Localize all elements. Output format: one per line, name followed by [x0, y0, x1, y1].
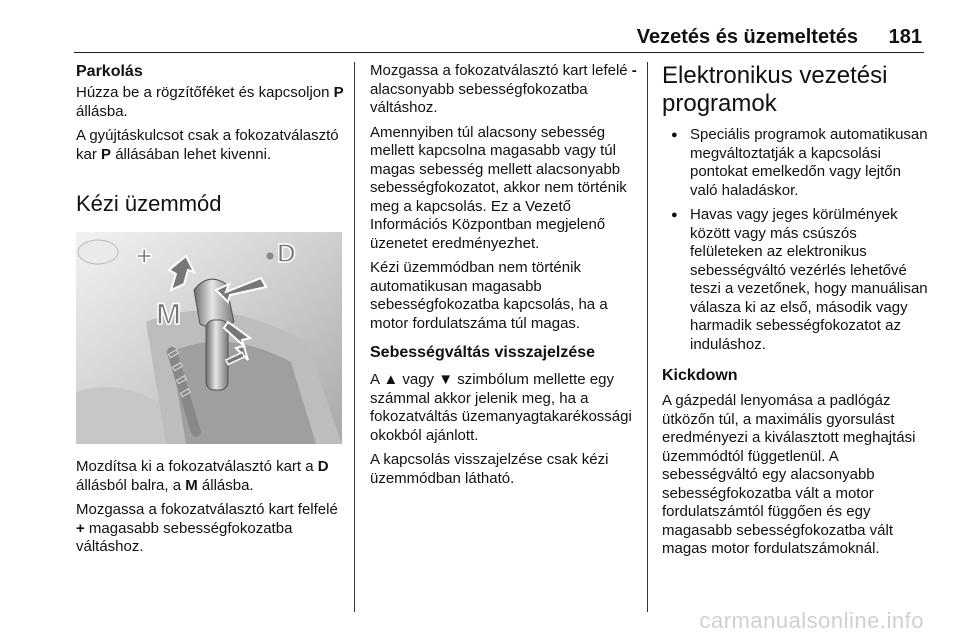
manual-paragraph-2: Mozgassa a fokozatválasztó kart felfelé + magasabb sebességfokozatba váltáshoz.: [76, 501, 338, 555]
key-label: +: [76, 519, 85, 537]
programs-list: [662, 126, 930, 354]
shift-indicator-heading: Sebességváltás visszajelzése: [370, 344, 596, 361]
column-middle: [370, 62, 638, 494]
no-auto-upshift-paragraph: Kézi üzemmódban nem történik automatikusan magasabb sebességfokozatba kapcsolás, ha a motor fordulatszáma túl magas.: [370, 259, 608, 332]
column-right: [662, 62, 930, 565]
list-item: ● Havas vagy jeges körülmények között vagy más csúszós felületeken az elektronikus sebességváltó vezérlés lehetővé teszi a vezetőnek, hogy manuálisan válasza ki az első, második vagy harmadik sebességfokozatot az induláshoz.: [662, 206, 930, 354]
key-label: D: [317, 458, 329, 475]
kickdown-heading: Kickdown: [662, 367, 738, 384]
d-label: D: [277, 238, 296, 268]
column-left: [76, 62, 344, 563]
gear-selector-figure: [76, 232, 342, 444]
watermark: carmanualsonline.info: [699, 608, 924, 633]
plus-label: +: [136, 240, 153, 271]
parking-paragraph-1: Húzza be a rögzítőféket és kapcsoljon P állásba.: [76, 84, 344, 120]
manual-mode-heading: Kézi üzemmód: [76, 191, 222, 216]
page-number: 181: [888, 26, 922, 48]
column-divider: [354, 62, 355, 612]
m-label: M: [156, 298, 181, 331]
gear-selector-illustration: [76, 232, 342, 444]
shift-blocked-paragraph: Amennyiben túl alacsony sebesség mellett kapcsolna magasabb vagy túl magas sebesség mellett alacsonyabb sebességfokozatot, akkor nem történik meg a kapcsolás. Ez a Vezető Információs Központban megjelenő üzenetet eredményezhet.: [370, 123, 627, 252]
downshift-paragraph: Mozgassa a fokozatválasztó kart lefelé - alacsonyabb sebességfokozatba váltáshoz.: [370, 62, 637, 116]
list-item: ● Speciális programok automatikusan megváltoztatják a kapcsolási pontokat emelkedőn vagy lejtőn való haladáskor.: [662, 126, 930, 200]
column-divider: [647, 62, 648, 612]
key-label: P: [101, 145, 112, 163]
shift-indicator-paragraph-2: A kapcsolás visszajelzése csak kézi üzemmódban látható.: [370, 451, 609, 487]
key-label: P: [333, 84, 344, 101]
parking-paragraph-2: A gyújtáskulcsot csak a fokozatválasztó kar P állásában lehet kivenni.: [76, 127, 339, 163]
kickdown-paragraph: A gázpedál lenyomása a padlógáz ütközőn túl, a maximális gyorsulást eredményezi a kiválasztott meghajtási üzemmódtól függetlenül. A sebességváltó egy alacsonyabb sebességfokozatba vált a motor fordulatszámtól függően és egy magasabb sebességfokozatba vált magas motor fordulatszámoknál.: [662, 392, 916, 557]
electronic-programs-heading: Elektronikus vezetési programok: [662, 62, 888, 117]
shift-indicator-paragraph-1: A ▲ vagy ▼ szimbólum mellette egy számmal akkor jelenik meg, ha a fokozatváltás üzemanyagtakarékossági okokból ajánlott.: [370, 371, 632, 444]
parking-heading: Parkolás: [76, 63, 143, 80]
header-title: Vezetés és üzemeltetés: [636, 26, 858, 48]
manual-paragraph-1: Mozdítsa ki a fokozatválasztó kart a D állásból balra, a M állásba.: [76, 458, 329, 494]
header-rule: [74, 52, 924, 53]
key-label: M: [185, 476, 198, 494]
key-label: -: [631, 62, 637, 79]
page-header: [74, 26, 924, 52]
